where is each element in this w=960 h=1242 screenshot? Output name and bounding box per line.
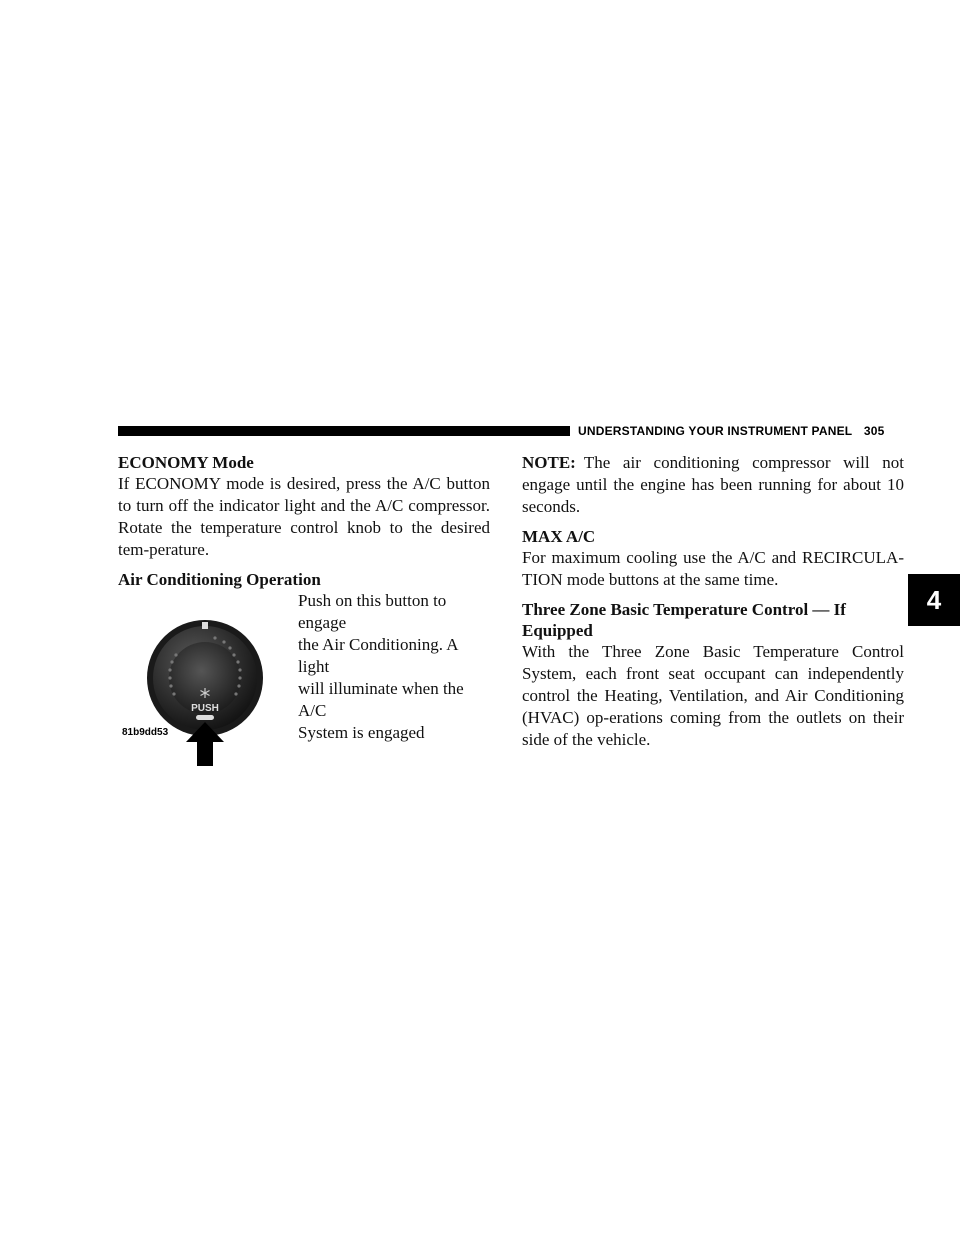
chapter-tab: 4 bbox=[908, 574, 960, 626]
page-header bbox=[118, 424, 910, 438]
push-label: PUSH bbox=[191, 703, 219, 714]
ac-operation-heading: Air Conditioning Operation bbox=[118, 570, 321, 589]
section-title: UNDERSTANDING YOUR INSTRUMENT PANEL bbox=[578, 424, 853, 438]
ac-text-line: Push on this button to engage bbox=[298, 591, 447, 632]
note-label: NOTE: bbox=[522, 453, 576, 472]
three-zone-heading-line2: Equipped bbox=[522, 621, 593, 640]
three-zone-body: With the Three Zone Basic Temperature Control System, each front seat occupant can independently control the Heating, Ventilation, and Air Conditioning (HVAC) op-erations coming from the outlets on their side of the vehicle. bbox=[522, 642, 904, 749]
right-column bbox=[522, 452, 904, 751]
note-paragraph bbox=[522, 452, 904, 518]
knob-indicator-mark bbox=[202, 622, 208, 629]
ac-text-line: will illuminate when the A/C bbox=[298, 679, 464, 720]
economy-body: If ECONOMY mode is desired, press the A/C button to turn off the indicator light and the A/C compressor. Rotate the temperature control knob to the desired tem-perature. bbox=[118, 474, 490, 559]
left-column bbox=[118, 452, 490, 760]
three-zone-heading-line1: Three Zone Basic Temperature Control — If bbox=[522, 600, 846, 619]
ac-text-line: the Air Conditioning. A light bbox=[298, 635, 458, 676]
economy-heading: ECONOMY Mode bbox=[118, 453, 254, 472]
ac-text-line: System is engaged bbox=[298, 723, 425, 742]
header-text bbox=[578, 424, 885, 438]
ac-knob-figure bbox=[140, 616, 300, 766]
ac-operation-text bbox=[298, 590, 492, 744]
header-rule bbox=[118, 426, 570, 436]
note-body: The air conditioning compressor will not engage until the engine has been running for about 10 seconds. bbox=[522, 453, 904, 516]
ac-indicator-light bbox=[196, 715, 214, 720]
max-ac-heading: MAX A/C bbox=[522, 527, 596, 546]
three-zone-heading bbox=[522, 599, 904, 641]
page-number: 305 bbox=[863, 424, 885, 438]
max-ac-body: For maximum cooling use the A/C and RECIRCULA-TION mode buttons at the same time. bbox=[522, 548, 904, 589]
figure-caption: 81b9dd53 bbox=[122, 727, 169, 738]
ac-operation-block bbox=[118, 590, 490, 760]
